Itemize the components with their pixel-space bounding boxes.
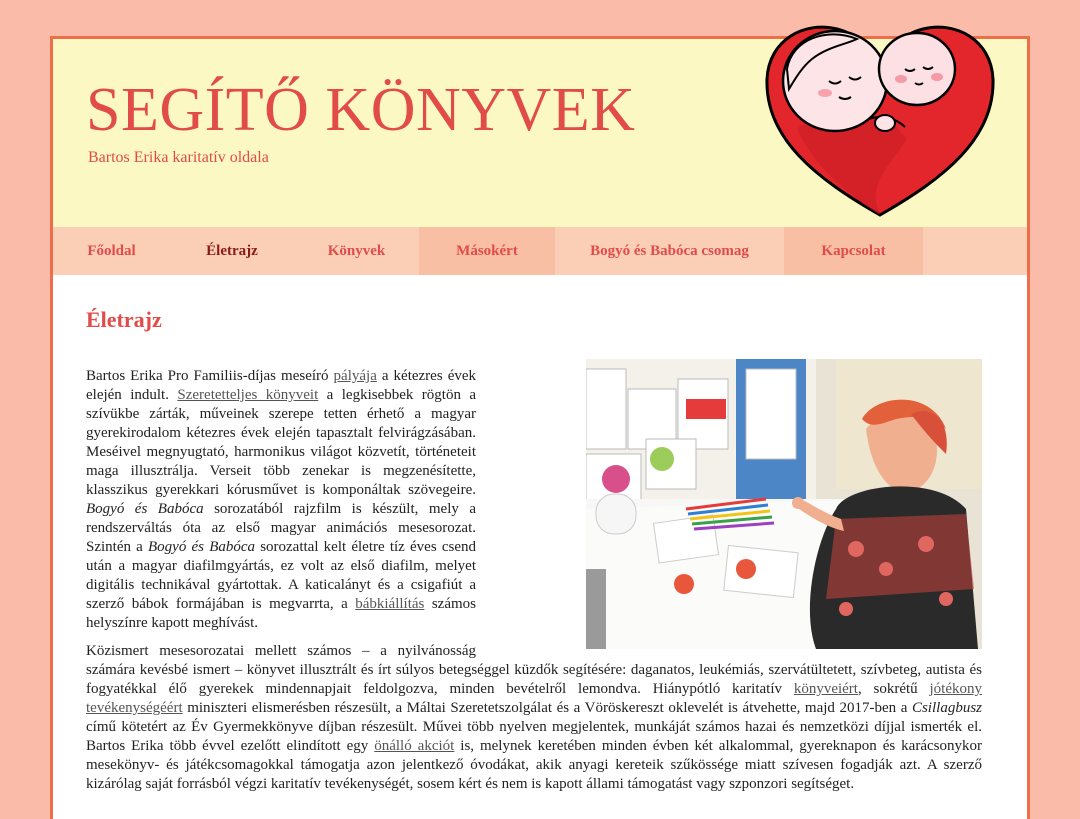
link-konyveiert[interactable]: könyveiért: [793, 681, 858, 697]
bio-paragraph-1: Bartos Erika Pro Familiis-díjas meseíró pályája a kétezres évek elején indult. Szeretetteljes könyveit a legkisebbek rögtön a szívükbe zárták, műveinek szerepe tetten érhető a magyar gyerekirodalom kétezres évek elején tapasztalt felvirágzásában. Meséivel megnyugtató, harmonikus világot közvetít, történeteit maga illusztrálja. Verseit több zenekar is megzenésítette, klasszikus gyerekkari kórusművet is komponáltak szövegeire. Bogyó és Babóca sorozatából rajzfilm is készült, mely a rendszerváltás óta az első magyar animációs mesesorozat. Szintén a Bogyó és Babóca sorozattal kelt életre tíz éves csend után a magyar diafilmgyártás, ez volt az első diafilm, melyet digitális technikával gyártottak. A katicalányt és a csigafiút a szerző bábok formájában is megvarrta, a bábkiállítás számos helyszínre kapott meghívást.: [86, 367, 982, 633]
nav-item-bogyo-es-baboca-csomag[interactable]: Bogyó és Babóca csomag: [590, 243, 749, 259]
nav-item-kapcsolat[interactable]: Kapcsolat: [784, 227, 923, 275]
nav-item-konyvek[interactable]: Könyvek: [327, 243, 386, 259]
nav-item-fooldal[interactable]: Főoldal: [87, 243, 136, 259]
link-szeretetteljes-konyveit[interactable]: Szeretetteljes könyveit: [177, 387, 319, 403]
link-babkiallitas[interactable]: bábkiállítás: [355, 596, 425, 612]
nav-item-masokert[interactable]: Másokért: [419, 227, 555, 275]
biography-text: [86, 367, 982, 803]
link-jotekony-tevekenysegeert[interactable]: jótékony tevékenységéért: [86, 681, 982, 716]
main-nav: [53, 227, 1027, 275]
main-content: [53, 275, 1027, 819]
hugging-heart-logo[interactable]: [757, 19, 1003, 219]
site-subtitle: Bartos Erika karitatív oldala: [88, 149, 269, 166]
link-palyaja[interactable]: pályája: [333, 368, 377, 384]
site-header: [53, 39, 1027, 227]
page-frame: [50, 36, 1030, 819]
photo-spacer: [482, 360, 982, 650]
site-title[interactable]: SEGÍTŐ KÖNYVEK: [86, 76, 636, 144]
page-title: Életrajz: [86, 307, 162, 332]
bio-paragraph-2: Közismert mesesorozatai mellett számos – a nyilvánosság számára kevésbé ismert – könyvet illusztrált és írt súlyos betegséggel küzdők segítésére: daganatos, leukémiás, szervátültetett, szívbeteg, autista és fogyatékkal élő gyerekek mindennapjait feldolgozva, minden bevételről lemondva. Hiánypótló karitatív könyveiért, sokrétű jótékony tevékenységéért miniszteri elismerésben részesült, a Máltai Szeretetszolgálat és a Vöröskereszt oklevelét is átvehette, majd 2017-ben a Csillagbusz című kötetért az Év Gyermekkönyve díjban részesült. Művei több nyelven megjelentek, munkáját számos hazai és nemzetközi díjjal ismerték el. Bartos Erika több évvel ezelőtt elindított egy önálló akciót is, melynek keretében minden évben két alkalommal, gyereknapon és karácsonykor mesekönyv- és játékcsomagokkal támogatja azon jelentkező óvodákat, akik anyagi kereteik szűkössége miatt szívesen fogadják azt. A szerző kizárólag saját forrásból végzi karitatív tevékenységét, sosem kért és nem is kapott állami támogatást vagy szponzori segítséget.: [86, 643, 982, 792]
nav-item-eletrajz[interactable]: Életrajz: [170, 227, 294, 275]
link-onallo-akciot[interactable]: önálló akciót: [374, 738, 455, 754]
